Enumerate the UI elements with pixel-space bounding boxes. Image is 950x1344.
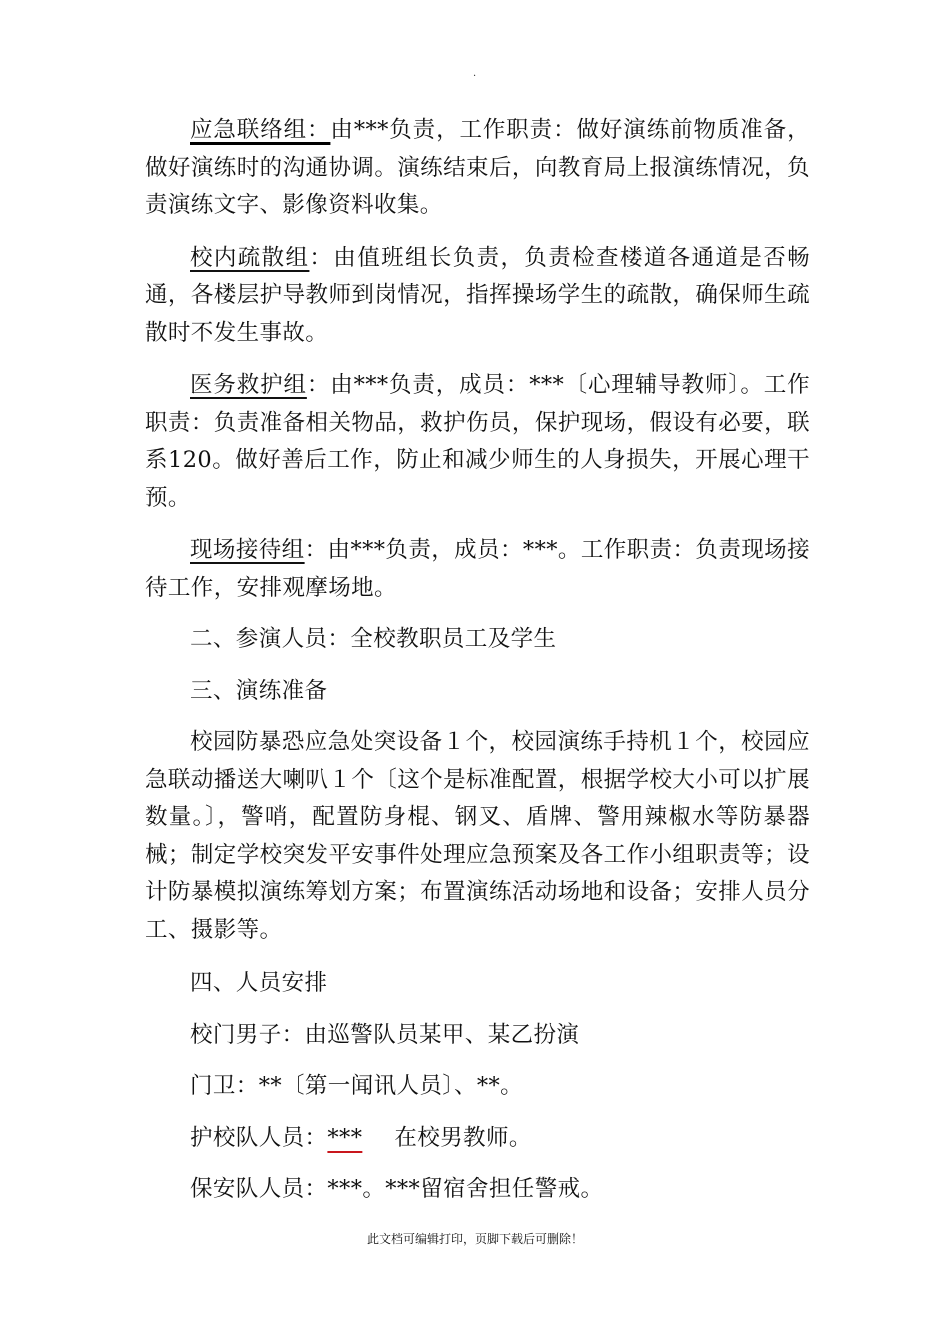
section-participants: 二、参演人员：全校教职员工及学生 [190,626,557,652]
paragraph-emergency-liaison [145,112,810,225]
document-body [145,112,810,1209]
paragraph-security-team: 保安队人员：***。***留宿舍担任警戒。 [190,1176,604,1202]
paragraph-gate-man: 校门男子：由巡警队员某甲、某乙扮演 [190,1021,580,1048]
group-label-liaison: 应急联络组： [190,117,331,143]
paragraph-preparation: 校园防暴恐应急处突设备１个，校园演练手持机１个，校园应急联动播送大喇叭１个〔这个是标准配置，根据学校大小可以扩展数量。〕，警哨，配置防身棍、钢叉、盾牌、警用辣椒水等防暴器械；制定学校突发平安事件处理应急预案及各工作小组职责等；设计防暴模拟演练筹划方案；布置演练活动场地和设备；安排人员分工、摄影等。 [145,729,810,943]
patrol-name-mark: *** [327,1124,363,1151]
group-label-medical: 医务救护组 [190,372,307,398]
section-preparation-heading: 三、演练准备 [190,677,328,704]
section-staffing-heading: 四、人员安排 [190,970,328,996]
paragraph-medical [145,367,810,517]
paragraph-patrol-team [145,1120,810,1158]
paragraph-text: ：由值班组长负责，负责检查楼道各通道是否畅通，各楼层护导教师到岗情况，指挥操场学生的疏散，确保师生疏散时不发生事故。 [145,244,810,346]
paragraph-text: ：由***负责，成员：***〔心理辅导教师〕。工作职责：负责准备相关物品，救护伤员，保护现场，假设有必要，联系120。做好善后工作，防止和减少师生的人身损失，开展心理干预。 [145,372,810,511]
page-footer: 此文档可编辑打印，页脚下载后可删除！ [366,1232,583,1246]
header-mark: · [473,71,477,82]
paragraph-evacuation [145,240,810,353]
group-label-evacuation: 校内疏散组 [190,244,310,271]
patrol-text: 在校男教师。 [394,1124,532,1151]
group-label-reception: 现场接待组 [190,537,305,563]
paragraph-text: 由***负责，工作职责：做好演练前物质准备，做好演练时的沟通协调。演练结束后，向教育局上报演练情况，负责演练文字、影像资料收集。 [145,117,810,218]
paragraph-text: ：由***负责，成员：***。工作职责：负责现场接待工作，安排观摩场地。 [145,537,810,601]
paragraph-guard: 门卫：**〔第一闻讯人员〕、**。 [190,1073,524,1099]
patrol-label: 护校队人员： [190,1124,328,1151]
paragraph-reception [145,532,810,607]
